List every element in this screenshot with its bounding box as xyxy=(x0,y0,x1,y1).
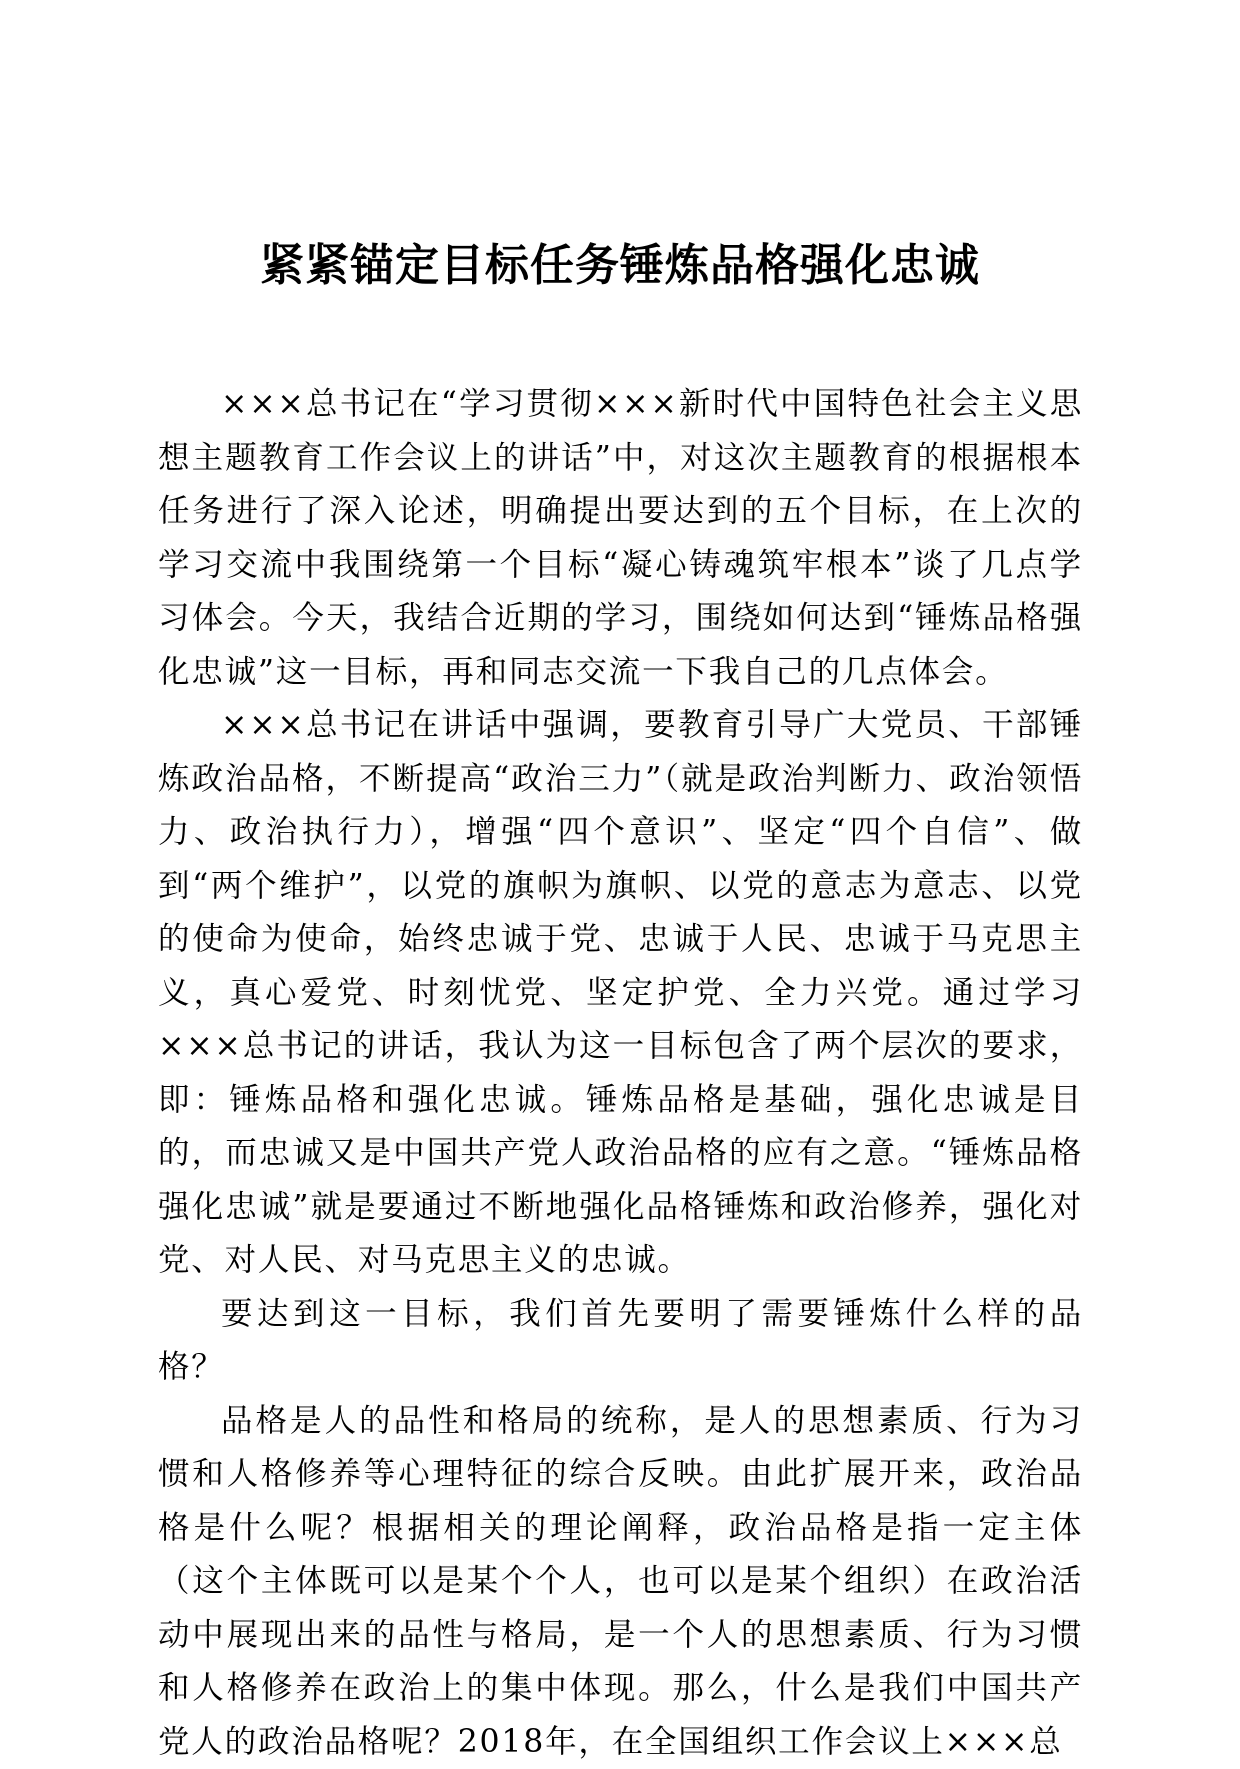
paragraph-question: 要达到这一目标，我们首先要明了需要锤炼什么样的品格？ xyxy=(158,1288,1083,1395)
paragraph-character-definition: 品格是人的品性和格局的统称，是人的思想素质、行为习惯和人格修养等心理特征的综合反映。由此扩展开来，政治品格是什么呢？根据相关的理论阐释，政治品格是指一定主体（这个主体既可以是某个个人，也可以是某个组织）在政治活动中展现出来的品性与格局，是一个人的思想素质、行为习惯和人格修养在政治上的集中体现。那么，什么是我们中国共产党人的政治品格呢？2018年，在全国组织工作会议上×××总 xyxy=(158,1395,1083,1769)
paragraph-intro: ×××总书记在“学习贯彻×××新时代中国特色社会主义思想主题教育工作会议上的讲话”中，对这次主题教育的根据根本任务进行了深入论述，明确提出要达到的五个目标，在上次的学习交流中我围绕第一个目标“凝心铸魂筑牢根本”谈了几点学习体会。今天，我结合近期的学习，围绕如何达到“锤炼品格强化忠诚”这一目标，再和同志交流一下我自己的几点体会。 xyxy=(158,378,1083,699)
document-body xyxy=(158,378,1083,1769)
document-title: 紧紧锚定目标任务锤炼品格强化忠诚 xyxy=(150,236,1090,296)
paragraph-speech-emphasis: ×××总书记在讲话中强调，要教育引导广大党员、干部锤炼政治品格，不断提高“政治三力”（就是政治判断力、政治领悟力、政治执行力），增强“四个意识”、坚定“四个自信”、做到“两个维护”，以党的旗帜为旗帜、以党的意志为意志、以党的使命为使命，始终忠诚于党、忠诚于人民、忠诚于马克思主义，真心爱党、时刻忧党、坚定护党、全力兴党。通过学习×××总书记的讲话，我认为这一目标包含了两个层次的要求，即：锤炼品格和强化忠诚。锤炼品格是基础，强化忠诚是目的，而忠诚又是中国共产党人政治品格的应有之意。“锤炼品格强化忠诚”就是要通过不断地强化品格锤炼和政治修养，强化对党、对人民、对马克思主义的忠诚。 xyxy=(158,699,1083,1288)
